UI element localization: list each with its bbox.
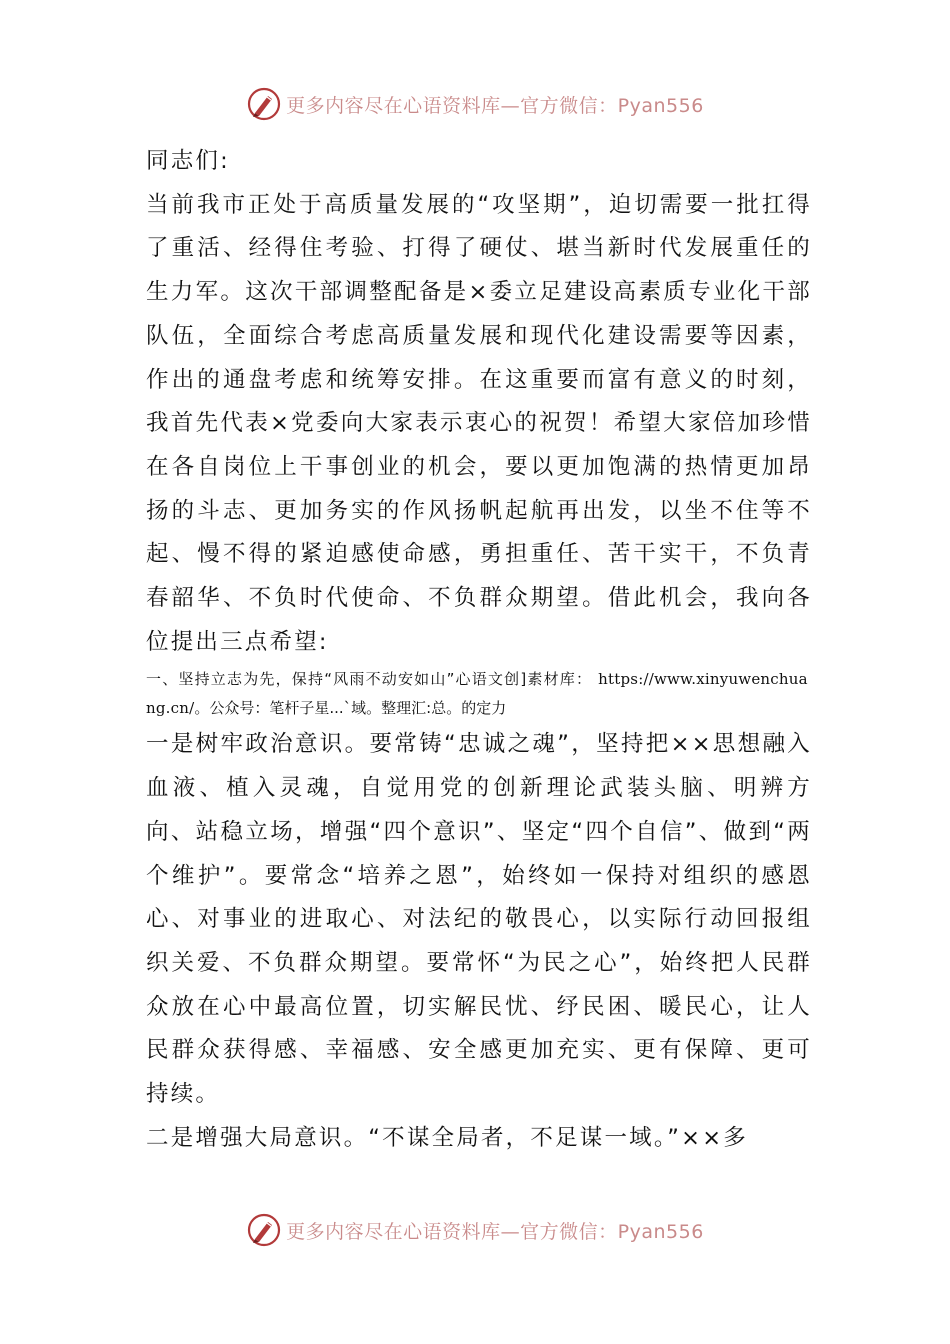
greeting: 同志们: xyxy=(146,148,230,174)
section-heading-1 xyxy=(146,665,812,723)
header-banner xyxy=(0,82,950,126)
header-banner-text: 更多内容尽在心语资料库—官方微信：Pyan556 xyxy=(286,94,704,117)
source-url: https://www.xinyuwenchuang.cn/ xyxy=(146,670,808,718)
document-body xyxy=(146,140,812,1160)
pen-logo-icon xyxy=(246,1212,282,1248)
section-heading-1-tail: 。公众号：笔杆子星...`域。整理汇:总。的定力 xyxy=(194,699,507,718)
section-heading-1-text: 一、坚持立志为先，保持“风雨不动安如山”心语文创]素材库： xyxy=(146,670,593,689)
footer-banner xyxy=(0,1208,950,1252)
intro-paragraph: 当前我市正处于高质量发展的“攻坚期”，迫切需要一批扛得了重活、经得住考验、打得了硬仗、堪当新时代发展重任的生力军。这次干部调整配备是×委立足建设高素质专业化干部队伍，全面综合考虑高质量发展和现代化建设需要等因素，作出的通盘考虑和统筹安排。在这重要而富有意义的时刻，我首先代表×党委向大家表示衷心的祝贺！希望大家倍加珍惜在各自岗位上干事创业的机会，要以更加饱满的热情更加昂扬的斗志、更加务实的作风扬帆起航再出发，以坐不住等不起、慢不得的紧迫感使命感，勇担重任、苦干实干，不负青春韶华、不负时代使命、不负群众期望。借此机会，我向各位提出三点希望: xyxy=(146,191,812,655)
wechat-id: Pyan556 xyxy=(617,94,704,117)
wechat-id: Pyan556 xyxy=(617,1220,704,1243)
footer-banner-text: 更多内容尽在心语资料库—官方微信：Pyan556 xyxy=(286,1220,704,1243)
point-2-paragraph: 二是增强大局意识。“不谋全局者，不足谋一域。”××多 xyxy=(146,1124,748,1151)
pen-logo-icon xyxy=(246,86,282,122)
point-1-paragraph: 一是树牢政治意识。要常铸“忠诚之魂”，坚持把××思想融入血液、植入灵魂，自觉用党的创新理论武装头脑、明辨方向、站稳立场，增强“四个意识”、坚定“四个自信”、做到“两个维护”。要常念“培养之恩”，始终如一保持对组织的感恩心、对事业的进取心、对法纪的敬畏心，以实际行动回报组织关爱、不负群众期望。要常怀“为民之心”，始终把人民群众放在心中最高位置，切实解民忧、纾民困、暖民心，让人民群众获得感、幸福感、安全感更加充实、更有保障、更可持续。 xyxy=(146,731,812,1108)
